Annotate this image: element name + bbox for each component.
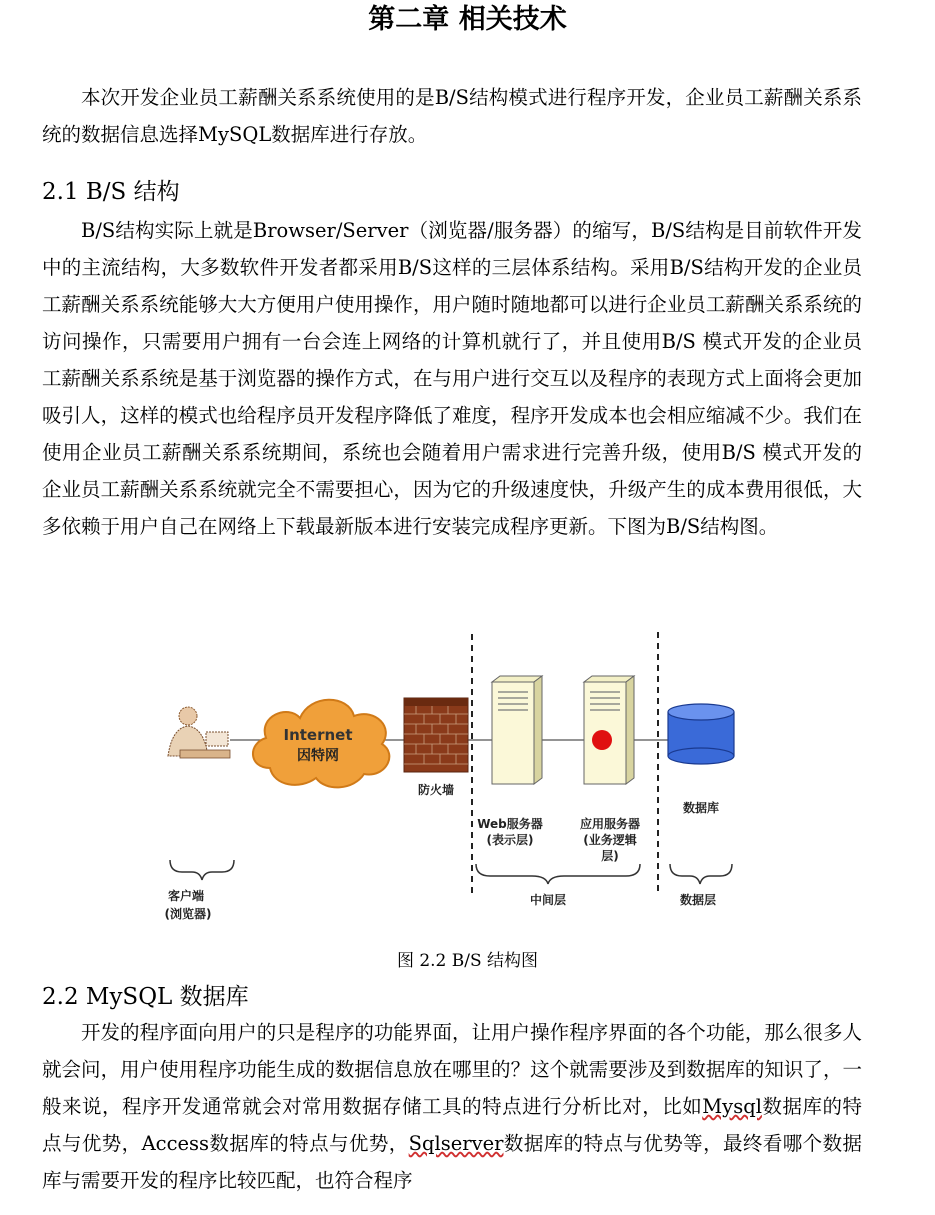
mysql-paragraph-part2: 数据库的特点与优势，Access数据库的特点与优势， — [42, 1095, 862, 1155]
sqlserver-term: Sqlserver — [408, 1132, 504, 1155]
mysql-paragraph-part3: 数据库的特点与优势等，最终看哪个数据库与需要开发的程序比较匹配，也符合程序 — [42, 1132, 862, 1192]
intro-paragraph: 本次开发企业员工薪酬关系系统使用的是B/S结构模式进行程序开发，企业员工薪酬关系系统的数据信息选择MySQL数据库进行存放。 — [42, 86, 862, 146]
web-server-label-2: (表示层) — [486, 833, 534, 847]
internet-label: Internet — [283, 726, 353, 744]
client-label-1: 客户端 — [167, 889, 205, 903]
figure-caption: 图 2.2 B/S 结构图 — [396, 951, 539, 971]
section-heading-mysql: 2.2 MySQL 数据库 — [42, 984, 249, 1010]
section-heading-bs: 2.1 B/S 结构 — [42, 179, 180, 205]
middle-tier-brace — [476, 864, 640, 884]
bs-architecture-figure — [150, 628, 750, 938]
internet-cn-label: 因特网 — [297, 748, 339, 764]
web-server-label-1: Web服务器 — [477, 817, 543, 831]
data-tier-brace — [670, 864, 732, 884]
firewall-icon — [404, 698, 468, 797]
database-label: 数据库 — [682, 801, 720, 815]
data-tier-label: 数据层 — [679, 893, 717, 907]
app-server-status-dot — [592, 730, 612, 750]
app-server-label-2: (业务逻辑 — [583, 833, 637, 847]
app-server-label-3: 层) — [601, 849, 619, 863]
section-paragraph-bs: B/S结构实际上就是Browser/Server（浏览器/服务器）的缩写，B/S结构是目前软件开发中的主流结构，大多数软件开发者都采用B/S这样的三层体系结构。采用B/S结构开发的企业员工薪酬关系系统能够大大方便用户使用操作，用户随时随地都可以进行企业员工薪酬关系系统的访问操作，只需要用户拥有一台会连上网络的计算机就行了，并且使用B/S 模式开发的企业员工薪酬关系系统是基于浏览器的操作方式，在与用户进行交互以及程序的表现方式上面将会更加吸引人，这样的模式也给程序员开发程序降低了难度，程序开发成本也会相应缩减不少。我们在使用企业员工薪酬关系系统期间，系统也会随着用户需求进行完善升级，使用B/S 模式开发的企业员工薪酬关系系统就完全不需要担心，因为它的升级速度快，升级产生的成本费用很低，大多依赖于用户自己在网络上下载最新版本进行安装完成程序更新。下图为B/S结构图。 — [42, 219, 862, 538]
internet-cloud-icon — [253, 700, 389, 788]
middle-tier-label: 中间层 — [529, 893, 567, 907]
app-server-label-1: 应用服务器 — [579, 817, 641, 831]
app-server-icon — [580, 676, 640, 863]
client-person-icon — [168, 707, 230, 758]
firewall-label: 防火墙 — [417, 783, 455, 797]
chapter-title: 第二章 相关技术 — [368, 4, 567, 35]
mysql-term: Mysql — [702, 1095, 762, 1118]
client-brace — [170, 860, 234, 880]
database-icon — [668, 704, 734, 815]
section-paragraph-mysql — [42, 1014, 862, 1199]
bs-architecture-diagram — [150, 628, 750, 938]
client-label-2: (浏览器) — [164, 907, 212, 921]
mysql-paragraph-part1: 开发的程序面向用户的只是程序的功能界面，让用户操作程序界面的各个功能，那么很多人就会问，用户使用程序功能生成的数据信息放在哪里的？这个就需要涉及到数据库的知识了，一般来说，程序开发通常就会对常用数据存储工具的特点进行分析比对，比如 — [42, 1021, 862, 1118]
web-server-icon — [477, 676, 543, 847]
